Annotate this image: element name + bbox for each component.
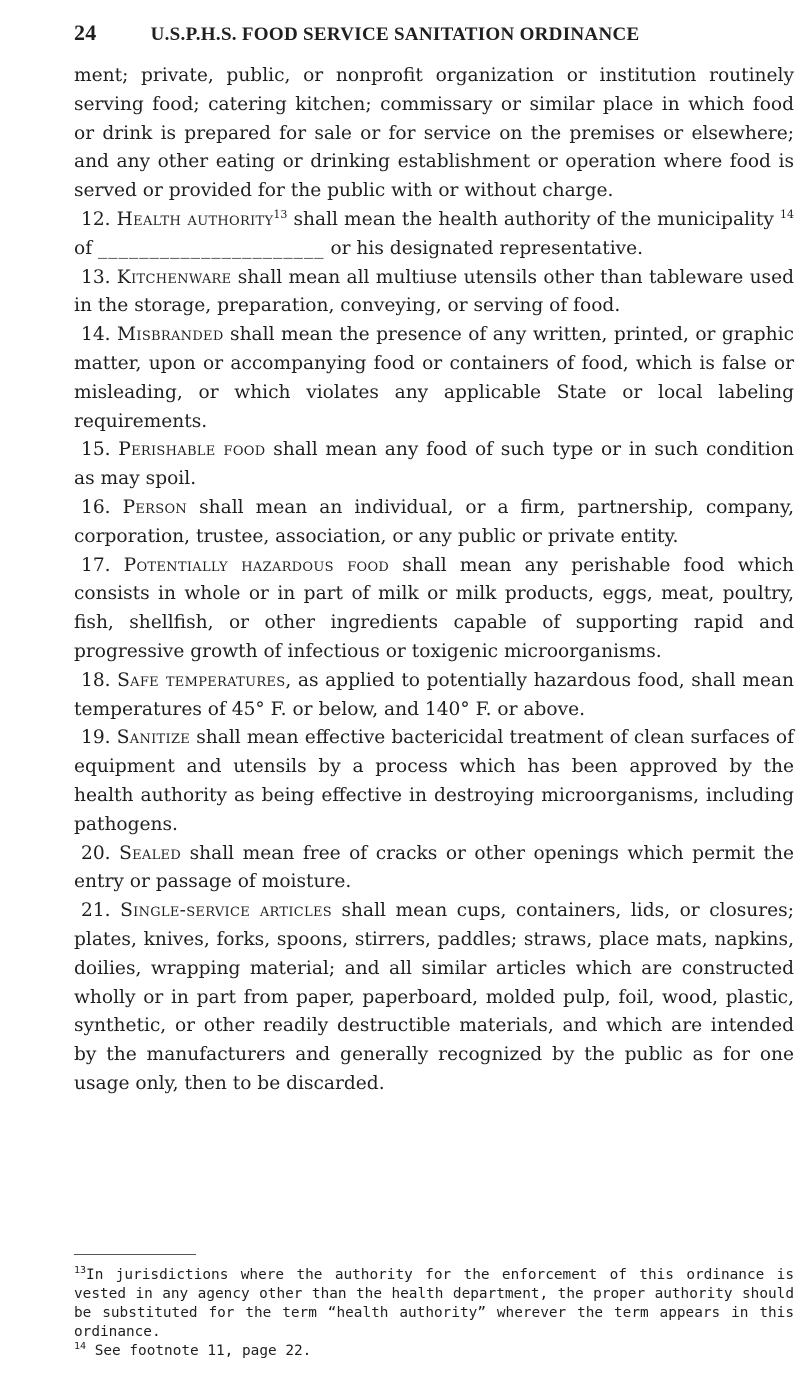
definition-number: 20. [81,842,111,864]
running-header [74,20,794,46]
definition-number: 17. [81,554,111,576]
footnote-text: In jurisdictions where the authority for the enforcement of this ordinance is vested in any agency other than the health department, the proper authority should be substituted for the term “health authority” wherever the term appears in this ordinance. [74,1267,794,1340]
definition-number: 18. [81,669,111,691]
continuation-paragraph: ment; private, public, or nonprofit organization or institution routinely serving food; catering kitchen; commissary or similar place in which food or drink is prepared for sale or for service on the premises or elsewhere; and any other eating or drinking establishment or operation where food is served or provided for the public with or without charge. [74,65,794,202]
definition-12: 12. Health authority$^{13}$ shall mean the health authority of the municipality $^{14}$ of ______________________ or his designated representative. [74,207,794,259]
footnote-reference: 13 [273,207,288,221]
footnote-number: 13 [74,1265,87,1277]
definition-number: 21. [81,900,111,922]
footnote-divider [74,1254,196,1255]
definition-15: 15. Perishable food shall mean any food of such type or in such condition as may spoil. [74,439,794,490]
definition-16: 16. Person shall mean an individual, or a firm, partnership, company, corporation, trustee, association, or any public or private entity. [74,496,794,547]
definition-number: 16. [81,496,111,518]
fill-in-blank: ______________________ [98,237,325,259]
definition-18: 18. Safe temperatures, as applied to potentially hazardous food, shall mean temperatures of 45° F. or below, and 140° F. or above. [74,669,794,720]
footnotes [74,1266,794,1361]
definition-term: Single-service articles [120,900,332,922]
definition-term: Perishable food [118,439,266,461]
running-title: U.S.P.H.S. FOOD SERVICE SANITATION ORDINANCE [150,24,640,45]
definition-13: 13. Kitchenware shall mean all multiuse utensils other than tableware used in the storage, preparation, conveying, or serving of food. [74,266,794,317]
definition-number: 19. [81,727,111,749]
definition-21: 21. Single-service articles shall mean cups, containers, lids, or closures; plates, knives, forks, spoons, stirrers, paddles; straws, place mats, napkins, doilies, wrapping material; and all similar articles which are constructed wholly or in part from paper, paperboard, molded pulp, foil, wood, plastic, synthetic, or other readily destructible materials, and which are intended by the manufacturers and generally recognized by the public as for one usage only, then to be discarded. [74,900,794,1094]
footnote-14 [74,1342,794,1361]
definition-number: 14. [81,324,111,346]
footnote-reference: 14 [779,207,794,221]
definition-term: Misbranded [117,324,224,346]
definition-20: 20. Sealed shall mean free of cracks or other openings which permit the entry or passage of moisture. [74,842,794,893]
page-number: 24 [74,20,97,45]
definition-term: Health authority [116,208,274,230]
definition-term: Kitchenware [116,266,232,288]
definition-number: 12. [81,208,111,230]
definition-term: Person [122,496,188,518]
footnote-13 [74,1266,794,1342]
definition-17: 17. Potentially hazardous food shall mean any perishable food which consists in whole or in part of milk or milk products, eggs, meat, poultry, fish, shellfish, or other ingredients capable of supporting rapid and progressive growth of infectious or toxigenic microorganisms. [74,554,794,662]
definition-term: Safe temperatures [117,669,286,691]
definition-term: Sanitize [116,727,191,749]
footnote-text: See footnote 11, page 22. [94,1343,312,1359]
definition-number: 13. [81,266,111,288]
definition-term: Potentially hazardous food [123,554,390,576]
definition-19: 19. Sanitize shall mean effective bactericidal treatment of clean surfaces of equipment and utensils by a process which has been approved by the health authority as being effective in destroying microorganisms, including pathogens. [74,727,794,835]
footnote-number: 14 [74,1341,87,1353]
definition-term: Sealed [119,842,182,864]
body-text [74,62,794,1099]
definition-14: 14. Misbranded shall mean the presence of any written, printed, or graphic matter, upon or accompanying food or containers of food, which is false or misleading, or which violates any applicable State or local labeling requirements. [74,324,794,432]
definition-number: 15. [81,439,111,461]
